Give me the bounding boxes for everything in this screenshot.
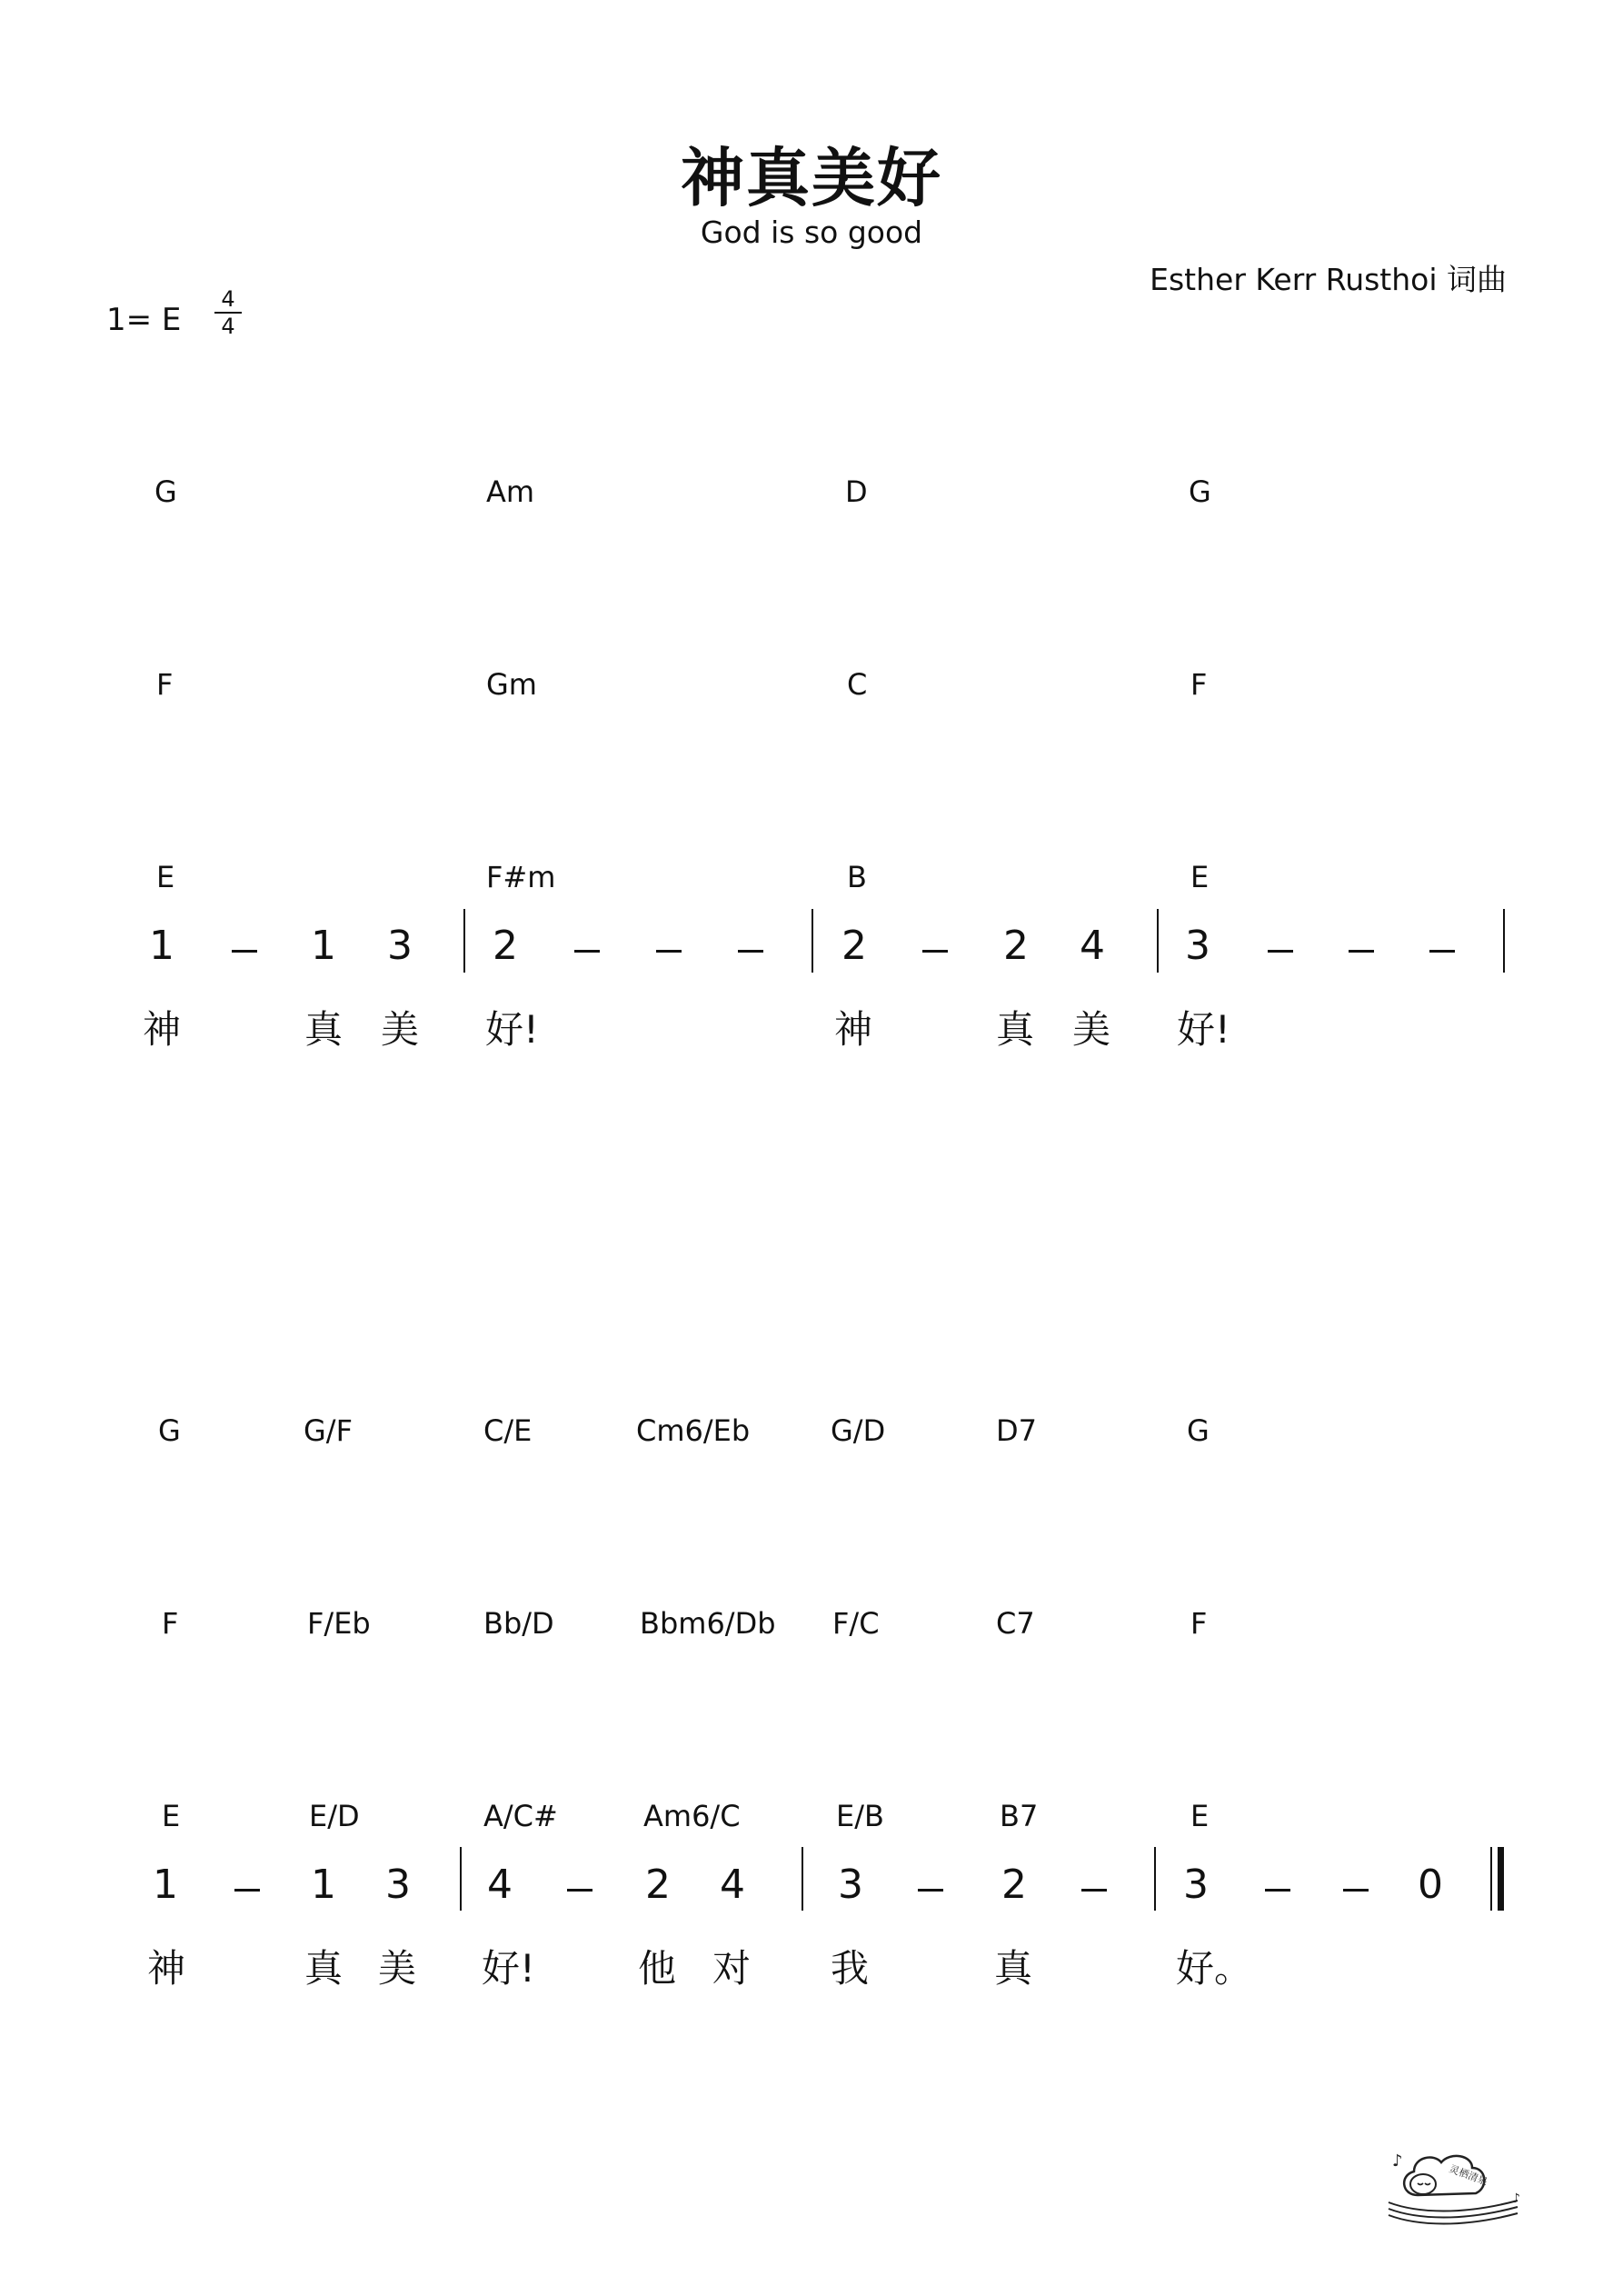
chord: F: [162, 1606, 179, 1641]
dash: [574, 950, 600, 953]
lyric: 神: [143, 1007, 182, 1052]
lyric: 他: [638, 1946, 677, 1991]
bar-line: [802, 1847, 803, 1911]
note: 0: [1418, 1862, 1443, 1908]
chord: E: [1190, 1799, 1210, 1833]
chord: F: [156, 667, 174, 702]
lyric: 对: [712, 1946, 752, 1991]
chord: B: [847, 860, 867, 894]
dash: [1343, 1889, 1369, 1892]
note: 2: [1001, 1862, 1027, 1908]
note: 4: [1080, 923, 1105, 969]
dash: [922, 950, 948, 953]
dash: [656, 950, 682, 953]
lyric: 神: [834, 1007, 873, 1052]
chord: C/E: [483, 1413, 533, 1448]
lyric: 真: [304, 1946, 344, 1991]
dash: [738, 950, 763, 953]
chord: A/C#: [483, 1799, 558, 1833]
chord: Bb/D: [483, 1606, 554, 1641]
chord: E/D: [309, 1799, 360, 1833]
note: 2: [645, 1862, 671, 1908]
chord: G: [1187, 1413, 1210, 1448]
chord: F: [1190, 667, 1208, 702]
chord: Bbm6/Db: [640, 1606, 776, 1641]
note: 3: [1183, 1862, 1209, 1908]
note: 3: [838, 1862, 863, 1908]
key-signature: 1= E: [106, 302, 182, 338]
note: 3: [1185, 923, 1210, 969]
chord: E: [1190, 860, 1210, 894]
chord: Gm: [486, 667, 537, 702]
note: 2: [1003, 923, 1029, 969]
note: 4: [720, 1862, 745, 1908]
logo-text: 灵栖清泉: [1447, 2162, 1489, 2188]
chord: Am: [486, 474, 535, 509]
dash: [234, 1889, 260, 1892]
note: 1: [149, 923, 174, 969]
chord: G: [158, 1413, 181, 1448]
note: 2: [493, 923, 518, 969]
chord: Am6/C: [643, 1799, 741, 1833]
note: 1: [311, 923, 336, 969]
sheep-logo-icon: [1381, 2131, 1527, 2231]
dash: [232, 950, 257, 953]
dash: [1081, 1889, 1107, 1892]
chord: D7: [996, 1413, 1037, 1448]
lyric: 好!: [482, 1946, 535, 1991]
lyric: 好。: [1176, 1946, 1253, 1991]
chord: F#m: [486, 860, 556, 894]
svg-text:♪: ♪: [1392, 2151, 1403, 2171]
time-signature-bottom: 4: [221, 314, 235, 339]
song-title: 神真美好: [681, 141, 942, 215]
bar-line: [1157, 909, 1159, 973]
note: 4: [487, 1862, 513, 1908]
lyric: 好!: [1177, 1007, 1230, 1052]
end-bar-thin: [1490, 1847, 1492, 1911]
chord: G/F: [304, 1413, 353, 1448]
bar-line: [460, 1847, 462, 1911]
lyric: 美: [381, 1007, 420, 1052]
chord: Cm6/Eb: [636, 1413, 751, 1448]
bar-line: [463, 909, 465, 973]
dash: [567, 1889, 592, 1892]
note: 3: [387, 923, 413, 969]
chord: G/D: [831, 1413, 886, 1448]
lyric: 好!: [485, 1007, 539, 1052]
dash: [918, 1889, 943, 1892]
lyric: 神: [147, 1946, 186, 1991]
lyric: 美: [378, 1946, 417, 1991]
song-subtitle: God is so good: [700, 215, 923, 250]
chord: E: [162, 1799, 181, 1833]
note: 1: [153, 1862, 178, 1908]
bar-line: [1154, 1847, 1156, 1911]
dash: [1265, 1889, 1290, 1892]
lyric: 真: [996, 1007, 1035, 1052]
chord: F/Eb: [307, 1606, 371, 1641]
time-signature: [214, 287, 242, 338]
chord: E/B: [836, 1799, 884, 1833]
bar-line: [812, 909, 813, 973]
chord: D: [845, 474, 868, 509]
bar-line: [1503, 909, 1505, 973]
note: 1: [311, 1862, 336, 1908]
note: 3: [385, 1862, 411, 1908]
chord: G: [1189, 474, 1211, 509]
svg-text:♪: ♪: [1512, 2191, 1520, 2206]
note: 2: [841, 923, 867, 969]
lyric: 真: [304, 1007, 344, 1052]
lyric: 美: [1072, 1007, 1111, 1052]
chord: F: [1190, 1606, 1208, 1641]
chord: G: [154, 474, 177, 509]
chord: B7: [1000, 1799, 1039, 1833]
chord: C: [847, 667, 868, 702]
chord: E: [156, 860, 175, 894]
lyric: 真: [994, 1946, 1033, 1991]
dash: [1349, 950, 1374, 953]
composer-credit: Esther Kerr Rusthoi 词曲: [1150, 262, 1507, 297]
lyric: 我: [831, 1946, 870, 1991]
chord: F/C: [832, 1606, 880, 1641]
dash: [1268, 950, 1293, 953]
end-bar-thick: [1498, 1847, 1504, 1911]
dash: [1429, 950, 1455, 953]
chord: C7: [996, 1606, 1035, 1641]
time-signature-top: 4: [221, 286, 235, 312]
